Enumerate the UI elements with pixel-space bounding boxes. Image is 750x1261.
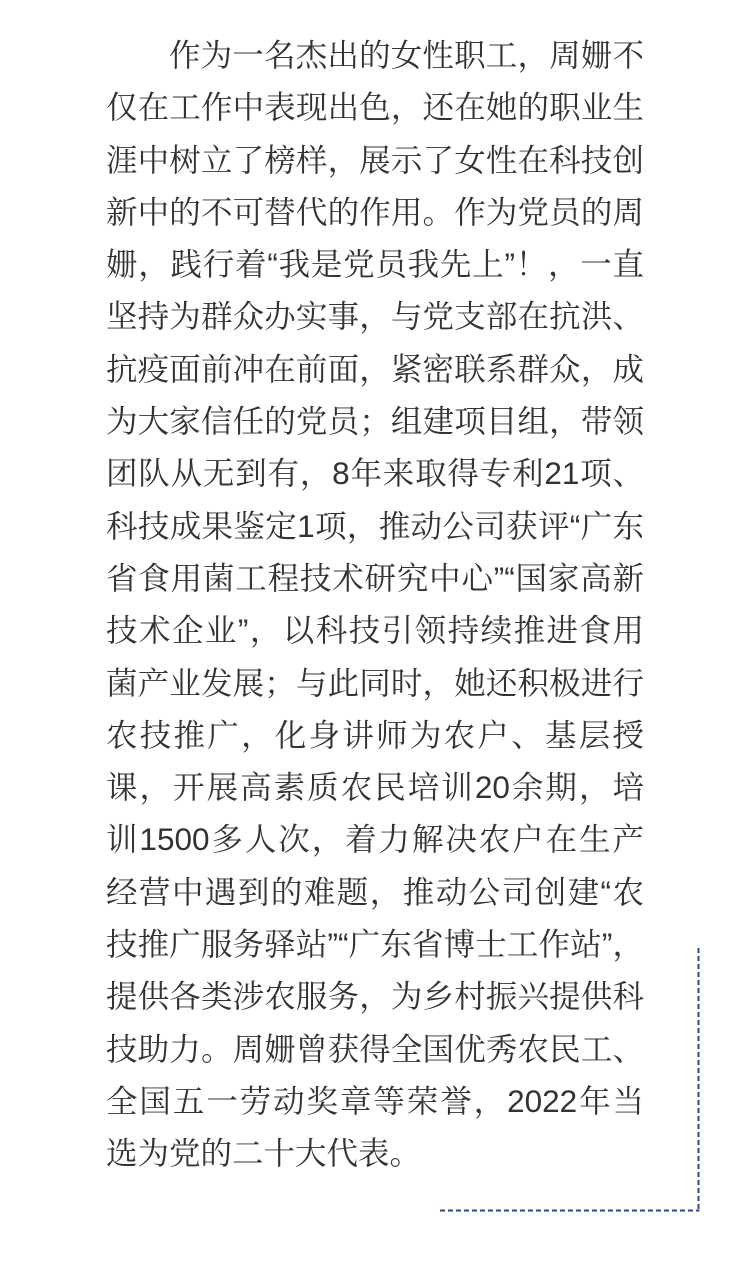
- article-paragraph: 作为一名杰出的女性职工，周姗不仅在工作中表现出色，还在她的职业生涯中树立了榜样，展示了女性在科技创新中的不可替代的作用。作为党员的周姗，践行着“我是党员我先上”！，一直坚持为群众办实事，与党支部在抗洪、抗疫面前冲在前面，紧密联系群众，成为大家信任的党员；组建项目组，带领团队从无到有，8年来取得专利21项、科技成果鉴定1项，推动公司获评“广东省食用菌工程技术研究中心”“国家高新技术企业”，以科技引领持续推进食用菌产业发展；与此同时，她还积极进行农技推广，化身讲师为农户、基层授课，开展高素质农民培训20余期，培训1500多人次，着力解决农户在生产经营中遇到的难题，推动公司创建“农技推广服务驿站”“广东省博士工作站”，提供各类涉农服务，为乡村振兴提供科技助力。周姗曾获得全国优秀农民工、全国五一劳动奖章等荣誉，2022年当选为党的二十大代表。: [106, 37, 644, 1172]
